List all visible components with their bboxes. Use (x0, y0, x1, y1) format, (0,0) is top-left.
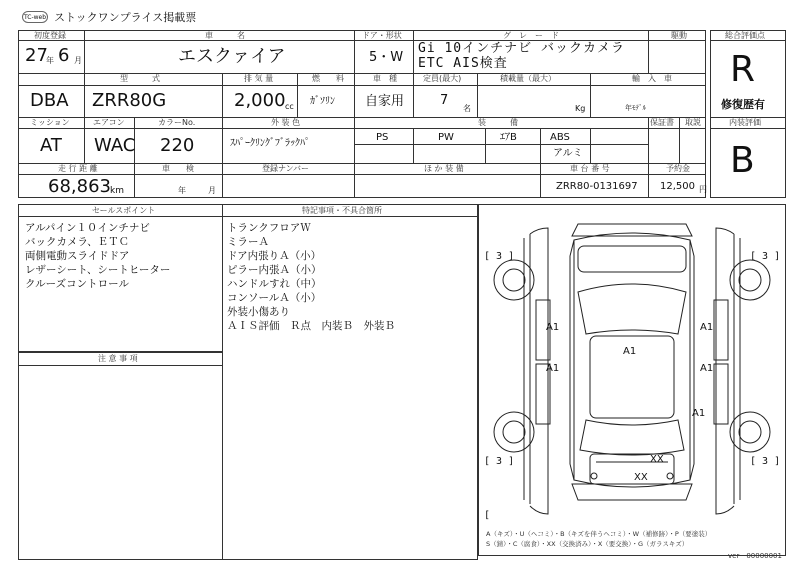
damage-mark: A1 (546, 322, 560, 333)
chassis-no: ZRR80-0131697 (556, 181, 638, 192)
label-mileage: 走 行 距 離 (58, 164, 98, 173)
equip-pw: PW (438, 132, 454, 143)
insp-year-unit: 年 (178, 186, 186, 195)
load-unit: Kg (575, 104, 586, 113)
mission: AT (40, 135, 62, 156)
special-note: 外装小傷あり (227, 306, 290, 318)
fuel: ｶﾞｿﾘﾝ (310, 96, 335, 107)
special-note: ミラーＡ (227, 236, 269, 248)
price: 12,500 (660, 181, 695, 192)
label-fuel: 燃 料 (312, 74, 344, 83)
reg-year: 27 (25, 45, 48, 66)
car-diagram (478, 204, 786, 556)
special-note: トランクフロアＷ (227, 222, 311, 234)
label-mission: ミッション (30, 118, 70, 127)
mileage-unit: km (110, 186, 124, 196)
label-car-name: 車 名 (205, 31, 245, 40)
label-other-equipment: ほ か 装 備 (424, 164, 464, 173)
usage: 自家用 (365, 94, 405, 109)
label-special-notes: 特記事項・不具合箇所 (302, 206, 382, 215)
equip-abs: ABS (550, 132, 570, 143)
special-note: コンソールＡ（小） (227, 292, 322, 304)
model-code: ZRR80G (92, 90, 167, 111)
sales-point: レザーシート、シートヒーター (25, 264, 171, 276)
sales-points-list (25, 221, 170, 291)
legend-line2: S（錆）・C（腐食）・XX（交換済み）・X（要交換）・G（ガラスキズ） (486, 540, 689, 548)
bracket-rear-left: [ 3 ] (484, 456, 515, 467)
sales-point: アルパイン１０インチナビ (25, 222, 150, 234)
special-notes-list (227, 221, 395, 333)
equip-ps: PS (376, 132, 389, 143)
version: ver 00000001 (728, 552, 782, 560)
interior-score: B (730, 140, 755, 181)
page-title: ストックワンプライス掲載票 (54, 11, 197, 24)
label-capacity: 定員(最大) (423, 74, 462, 83)
label-plate: 登録ナンバー (262, 164, 310, 173)
special-note: ＡＩＳ評価 Ｒ点 内装Ｂ 外装Ｂ (227, 320, 395, 332)
label-price: 予約金 (666, 164, 690, 173)
import-year: 年ﾓﾃﾞﾙ (625, 104, 646, 112)
label-interior-score: 内装評価 (729, 118, 761, 127)
legend-line1: A（キズ）・U（ヘコミ）・B（キズを伴うヘコミ）・W（補修跡）・P（要塗装） (486, 530, 712, 538)
logo: TC-web (22, 11, 48, 23)
label-chassis-no: 車 台 番 号 (570, 164, 610, 173)
special-note: ハンドルすれ（中） (227, 278, 322, 290)
label-warranty: 保証書 (650, 118, 674, 127)
label-displacement: 排 気 量 (244, 74, 274, 83)
damage-mark: A1 (546, 363, 560, 374)
label-equipment: 装 備 (478, 118, 518, 127)
damage-mark: A1 (700, 322, 714, 333)
label-inspection: 車 検 (162, 164, 194, 173)
insp-month-unit: 月 (208, 186, 216, 195)
door-shape: 5・W (369, 50, 404, 65)
grade-line2: ETC AIS検査 (418, 56, 508, 71)
label-notes: 注 意 事 項 (98, 354, 138, 363)
label-grade: グ レ ー ド (503, 31, 559, 40)
overall-score-note: 修復歴有 (721, 98, 765, 111)
label-door-shape: ドア・形状 (362, 31, 402, 40)
capacity: 7 (440, 93, 449, 108)
damage-mark: A1 (623, 346, 637, 357)
label-manual: 取説 (685, 118, 701, 127)
equip-alloy: アルミ (553, 148, 583, 159)
disp-unit: cc (285, 102, 294, 111)
overall-score: R (730, 49, 756, 90)
bracket-front-right: [ 3 ] (750, 251, 781, 262)
price-unit: 円 (699, 185, 707, 194)
sales-point: 両側電動スライドドア (25, 250, 130, 262)
cap-unit: 名 (463, 104, 471, 113)
damage-mark: XX (634, 472, 648, 483)
bracket-rear-right: [ 3 ] (750, 456, 781, 467)
damage-mark: A1 (692, 408, 706, 419)
equip-airbag: ｴｱB (500, 132, 517, 143)
special-note: ドア内張りＡ（小） (227, 250, 322, 262)
label-drive: 駆動 (671, 31, 687, 40)
bracket-front-left: [ 3 ] (484, 251, 515, 262)
type-prefix: DBA (30, 90, 69, 111)
label-color-no: カラーNo. (158, 118, 196, 127)
label-aircon: エアコン (93, 118, 125, 127)
car-name: エスクァイア (178, 46, 286, 67)
label-overall-score: 総合評価点 (725, 31, 765, 40)
damage-mark: A1 (700, 363, 714, 374)
aircon: WAC (94, 135, 136, 156)
notes-box (18, 352, 223, 560)
bracket-empty: [ (484, 510, 491, 521)
label-exterior-color: 外 装 色 (271, 118, 301, 127)
exterior-color: ｽﾊﾟｰｸﾘﾝｸﾞﾌﾞﾗｯｸﾊﾟ (230, 138, 310, 149)
reg-year-unit: 年 (46, 56, 54, 65)
sales-point: バックカメラ、ＥＴＣ (25, 236, 130, 248)
grade-line1: Gi 10インチナビ バックカメラ (418, 41, 625, 56)
label-usage: 車 種 (373, 74, 397, 83)
label-import: 輸 入 車 (632, 74, 672, 83)
label-sales-points: セールスポイント (92, 206, 156, 215)
damage-mark: XX (650, 454, 664, 465)
sales-point: クルーズコントロール (25, 278, 129, 290)
label-model: 型 式 (120, 74, 160, 83)
label-load: 積載量（最大） (500, 74, 556, 83)
color-no: 220 (160, 135, 195, 156)
displacement: 2,000 (234, 90, 286, 111)
special-note: ピラー内張Ａ（小） (227, 264, 322, 276)
reg-month-unit: 月 (74, 56, 82, 65)
mileage: 68,863 (48, 176, 111, 197)
reg-month: 6 (58, 45, 70, 66)
label-first-reg: 初度登録 (34, 31, 66, 40)
